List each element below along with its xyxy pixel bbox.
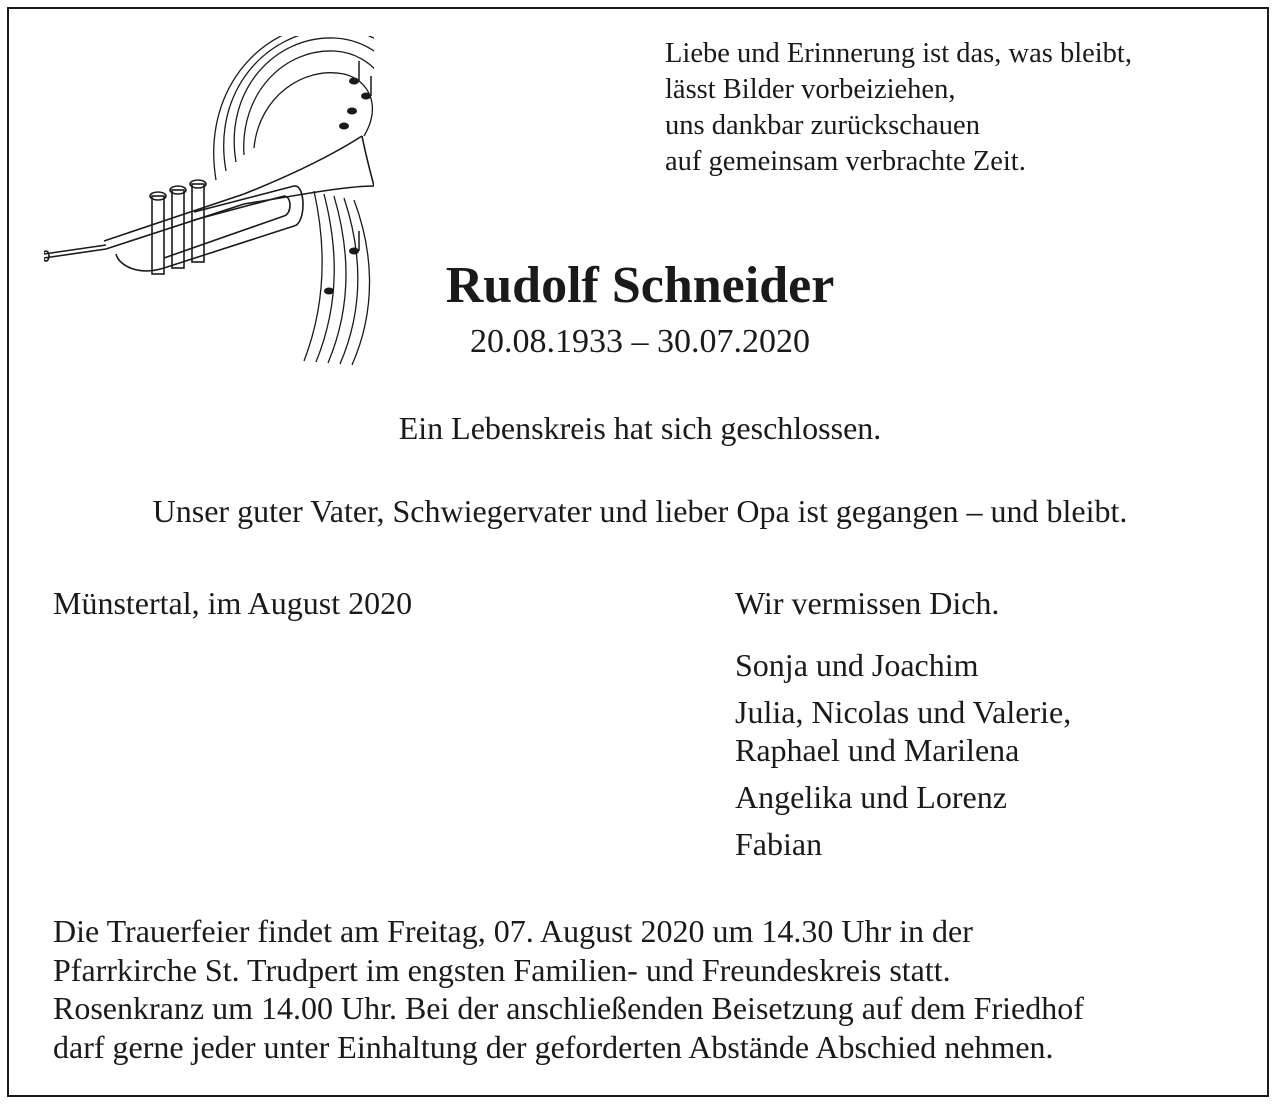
- place-and-date: Münstertal, im August 2020: [53, 585, 413, 621]
- trumpet-with-music-staff-icon: [44, 36, 374, 366]
- statement-line-1: Ein Lebenskreis hat sich geschlossen.: [398, 410, 882, 446]
- notice-line: Pfarrkirche St. Trudpert im engsten Familien- und Freundeskreis statt.: [53, 951, 951, 988]
- miss-you-text: Wir vermissen Dich.: [735, 585, 1000, 621]
- statement-line-2: Unser guter Vater, Schwiegervater und lieber Opa ist gegangen – und bleibt.: [152, 493, 1128, 529]
- notice-line: Rosenkranz um 14.00 Uhr. Bei der anschließenden Beisetzung auf dem Friedhof: [53, 990, 1084, 1026]
- funeral-notice: [53, 912, 1243, 1066]
- family-line: Angelika und Lorenz: [735, 779, 1007, 815]
- family-group: [735, 825, 1071, 863]
- family-line: Julia, Nicolas und Valerie,: [735, 694, 1072, 730]
- poem-line: lässt Bilder vorbeiziehen,: [665, 74, 956, 105]
- family-list: [735, 646, 1071, 872]
- family-line: Raphael und Marilena: [735, 732, 1020, 768]
- poem: [665, 36, 1255, 180]
- poem-line: auf gemeinsam verbrachte Zeit.: [665, 146, 1026, 177]
- family-group: [735, 646, 1071, 684]
- family-line: Sonja und Joachim: [735, 647, 979, 683]
- notice-line: Die Trauerfeier findet am Freitag, 07. August 2020 um 14.30 Uhr in der: [53, 913, 973, 949]
- family-line: Fabian: [735, 826, 823, 862]
- poem-line: Liebe und Erinnerung ist das, was bleibt,: [665, 38, 1132, 69]
- notice-line: darf gerne jeder unter Einhaltung der geforderten Abstände Abschied nehmen.: [53, 1028, 1054, 1065]
- deceased-name: [0, 256, 1280, 315]
- family-group: [735, 693, 1071, 769]
- life-dates: 20.08.1933 – 30.07.2020: [470, 323, 810, 360]
- poem-line: uns dankbar zurückschauen: [665, 110, 980, 141]
- deceased-name-text: Rudolf Schneider: [445, 257, 835, 314]
- family-group: [735, 778, 1071, 816]
